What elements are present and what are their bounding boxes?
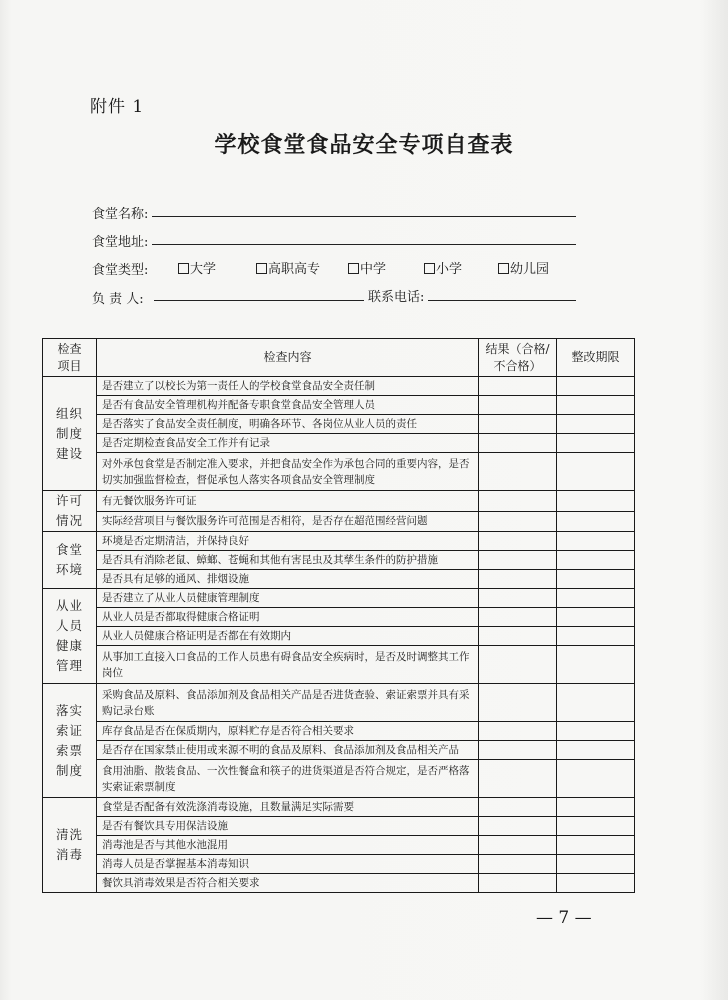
table-row	[43, 377, 635, 396]
canteen-address-label: 食堂地址:	[92, 235, 149, 250]
deadline-cell[interactable]	[557, 491, 635, 512]
header-category: 检查 项目	[43, 339, 97, 377]
category-cell: 从业 人员 健康 管理	[43, 589, 97, 684]
category-cell: 清洗 消毒	[43, 798, 97, 893]
canteen-type-option-label: 高职高专	[268, 262, 321, 277]
table-row	[43, 722, 635, 741]
canteen-type-option[interactable]	[498, 258, 549, 277]
result-cell[interactable]	[479, 836, 557, 855]
table-row	[43, 491, 635, 512]
category-cell: 组织 制度 建设	[43, 377, 97, 491]
canteen-type-option-label: 幼儿园	[510, 262, 550, 277]
canteen-type-option[interactable]	[348, 258, 386, 277]
header-deadline: 整改期限	[557, 339, 635, 377]
result-cell[interactable]	[479, 627, 557, 646]
result-cell[interactable]	[479, 551, 557, 570]
result-cell[interactable]	[479, 608, 557, 627]
deadline-cell[interactable]	[557, 722, 635, 741]
canteen-address-field[interactable]	[152, 244, 576, 245]
checkbox-icon[interactable]	[178, 263, 189, 274]
check-item: 食用油脂、散装食品、一次性餐盒和筷子的进货渠道是否符合规定，是否严格落实索证索票制度	[97, 760, 479, 798]
phone-label: 联系电话:	[368, 290, 425, 305]
table-row	[43, 741, 635, 760]
checkbox-icon[interactable]	[256, 263, 267, 274]
table-row	[43, 453, 635, 491]
check-item: 是否落实了食品安全责任制度，明确各环节、各岗位从业人员的责任	[97, 415, 479, 434]
header-result: 结果（合格/ 不合格）	[479, 339, 557, 377]
result-cell[interactable]	[479, 722, 557, 741]
check-item: 从业人员健康合格证明是否都在有效期内	[97, 627, 479, 646]
deadline-cell[interactable]	[557, 434, 635, 453]
table-row	[43, 570, 635, 589]
canteen-type-option[interactable]	[256, 258, 320, 277]
table-row	[43, 836, 635, 855]
result-cell[interactable]	[479, 570, 557, 589]
deadline-cell[interactable]	[557, 551, 635, 570]
checkbox-icon[interactable]	[348, 263, 359, 274]
canteen-type-option-label: 中学	[360, 262, 387, 277]
deadline-cell[interactable]	[557, 532, 635, 551]
deadline-cell[interactable]	[557, 684, 635, 722]
check-item: 环境是否定期清洁，并保持良好	[97, 532, 479, 551]
result-cell[interactable]	[479, 684, 557, 722]
check-item: 消毒人员是否掌握基本消毒知识	[97, 855, 479, 874]
attachment-label: 附件 1	[90, 97, 145, 117]
table-row	[43, 589, 635, 608]
result-cell[interactable]	[479, 491, 557, 512]
table-row	[43, 551, 635, 570]
result-cell[interactable]	[479, 589, 557, 608]
phone-field[interactable]	[428, 300, 576, 301]
table-header-row	[43, 339, 635, 377]
result-cell[interactable]	[479, 377, 557, 396]
deadline-cell[interactable]	[557, 855, 635, 874]
person-in-charge-label: 负 责 人:	[92, 292, 144, 307]
header-content: 检查内容	[97, 339, 479, 377]
result-cell[interactable]	[479, 855, 557, 874]
check-item: 是否有食品安全管理机构并配备专职食堂食品安全管理人员	[97, 396, 479, 415]
deadline-cell[interactable]	[557, 627, 635, 646]
table-row	[43, 627, 635, 646]
table-row	[43, 646, 635, 684]
table-row	[43, 511, 635, 532]
table-row	[43, 532, 635, 551]
check-item: 实际经营项目与餐饮服务许可范围是否相符，是否存在超范围经营问题	[97, 511, 479, 532]
person-in-charge-field[interactable]	[154, 300, 364, 301]
result-cell[interactable]	[479, 453, 557, 491]
deadline-cell[interactable]	[557, 589, 635, 608]
page-number: — 7 —	[536, 908, 592, 928]
check-item: 是否建立了以校长为第一责任人的学校食堂食品安全责任制	[97, 377, 479, 396]
table-row	[43, 798, 635, 817]
category-cell: 落实 索证 索票 制度	[43, 684, 97, 798]
result-cell[interactable]	[479, 415, 557, 434]
result-cell[interactable]	[479, 434, 557, 453]
result-cell[interactable]	[479, 874, 557, 893]
table-row	[43, 396, 635, 415]
table-row	[43, 434, 635, 453]
check-item: 是否建立了从业人员健康管理制度	[97, 589, 479, 608]
checkbox-icon[interactable]	[498, 263, 509, 274]
canteen-type-option[interactable]	[424, 258, 462, 277]
table-row	[43, 684, 635, 722]
check-item: 消毒池是否与其他水池混用	[97, 836, 479, 855]
check-item: 是否具有消除老鼠、蟑螂、苍蝇和其他有害昆虫及其孳生条件的防护措施	[97, 551, 479, 570]
deadline-cell[interactable]	[557, 377, 635, 396]
result-cell[interactable]	[479, 646, 557, 684]
table-row	[43, 415, 635, 434]
table-row	[43, 874, 635, 893]
deadline-cell[interactable]	[557, 396, 635, 415]
inspection-table	[42, 338, 635, 893]
deadline-cell[interactable]	[557, 646, 635, 684]
check-item: 食堂是否配备有效洗涤消毒设施，且数量满足实际需要	[97, 798, 479, 817]
result-cell[interactable]	[479, 817, 557, 836]
table-row	[43, 855, 635, 874]
check-item: 从业人员是否都取得健康合格证明	[97, 608, 479, 627]
result-cell[interactable]	[479, 798, 557, 817]
deadline-cell[interactable]	[557, 415, 635, 434]
result-cell[interactable]	[479, 760, 557, 798]
canteen-name-label: 食堂名称:	[92, 207, 149, 222]
check-item: 有无餐饮服务许可证	[97, 491, 479, 512]
check-item: 从事加工直接入口食品的工作人员患有碍食品安全疾病时，是否及时调整其工作岗位	[97, 646, 479, 684]
check-item: 是否具有足够的通风、排烟设施	[97, 570, 479, 589]
result-cell[interactable]	[479, 741, 557, 760]
deadline-cell[interactable]	[557, 760, 635, 798]
deadline-cell[interactable]	[557, 608, 635, 627]
table-row	[43, 608, 635, 627]
checkbox-icon[interactable]	[424, 263, 435, 274]
check-item: 餐饮具消毒效果是否符合相关要求	[97, 874, 479, 893]
category-cell: 食堂 环境	[43, 532, 97, 589]
check-item: 采购食品及原料、食品添加剂及食品相关产品是否进货查验、索证索票并具有采购记录台账	[97, 684, 479, 722]
deadline-cell[interactable]	[557, 817, 635, 836]
canteen-type-option-label: 大学	[190, 262, 217, 277]
table-row	[43, 760, 635, 798]
deadline-cell[interactable]	[557, 798, 635, 817]
check-item: 是否存在国家禁止使用或来源不明的食品及原料、食品添加剂及食品相关产品	[97, 741, 479, 760]
deadline-cell[interactable]	[557, 741, 635, 760]
check-item: 是否有餐饮具专用保洁设施	[97, 817, 479, 836]
canteen-name-field[interactable]	[152, 216, 576, 217]
check-item: 库存食品是否在保质期内，原料贮存是否符合相关要求	[97, 722, 479, 741]
check-item: 是否定期检查食品安全工作并有记录	[97, 434, 479, 453]
result-cell[interactable]	[479, 396, 557, 415]
deadline-cell[interactable]	[557, 511, 635, 532]
check-item: 对外承包食堂是否制定准入要求，并把食品安全作为承包合同的重要内容，是否切实加强监督检查，督促承包人落实各项食品安全管理制度	[97, 453, 479, 491]
table-row	[43, 817, 635, 836]
document-title: 学校食堂食品安全专项自查表	[214, 132, 514, 158]
deadline-cell[interactable]	[557, 453, 635, 491]
canteen-type-label: 食堂类型:	[92, 263, 149, 278]
result-cell[interactable]	[479, 532, 557, 551]
result-cell[interactable]	[479, 511, 557, 532]
canteen-type-option[interactable]	[178, 258, 216, 277]
deadline-cell[interactable]	[557, 836, 635, 855]
deadline-cell[interactable]	[557, 570, 635, 589]
category-cell: 许可 情况	[43, 491, 97, 532]
canteen-type-option-label: 小学	[436, 262, 463, 277]
deadline-cell[interactable]	[557, 874, 635, 893]
